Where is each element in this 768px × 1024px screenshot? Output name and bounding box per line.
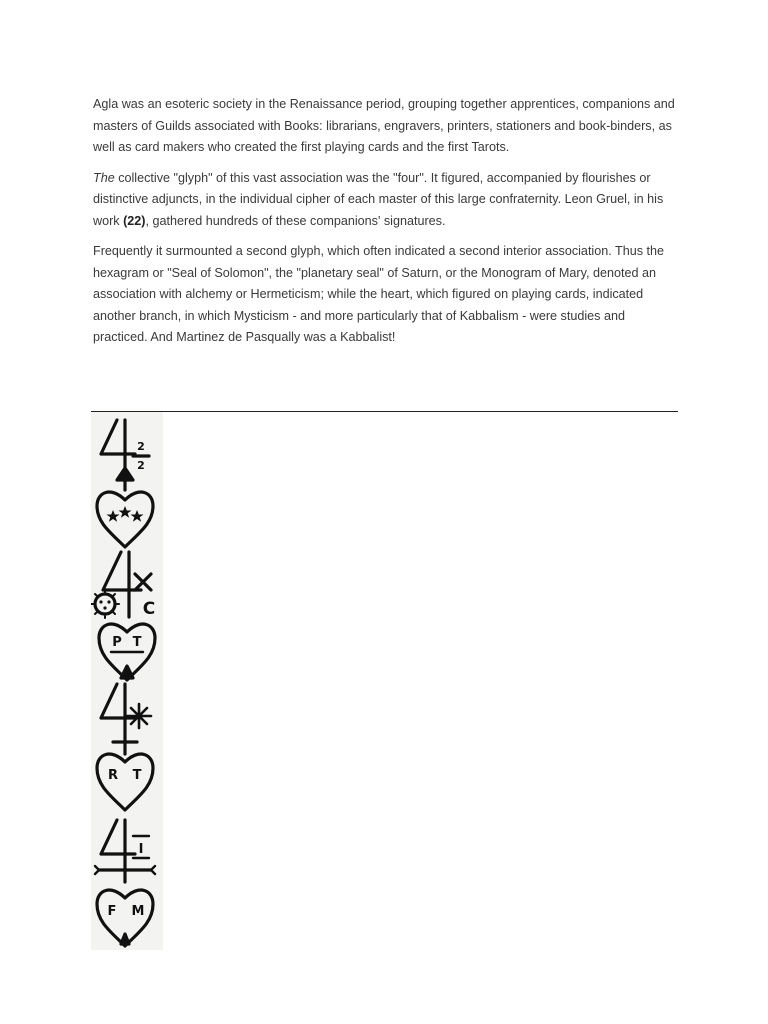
signature-4-initial-right: M: [131, 904, 145, 919]
signatures-drawing: [91, 412, 163, 950]
signature-2-initial-left: P: [112, 635, 122, 650]
cross-mark-icon: [135, 574, 151, 590]
companion-signatures-figure: [91, 412, 163, 950]
emphasis-the: The: [93, 170, 115, 185]
reference-number: (22): [123, 213, 146, 228]
signature-4-initial-left: F: [107, 904, 117, 919]
sun-icon: [95, 594, 115, 614]
four-sign-4: [101, 820, 135, 882]
paragraph-agla: Agla was an esoteric society in the Renaissance period, grouping together apprentices, companions and masters of Guilds associated with Books: librarians, engravers, printers, stationers and book-binders, as well as card makers who created the first playing cards and the first Tarots.: [93, 97, 675, 154]
heart-3-icon: [97, 754, 153, 810]
paragraph-glyph-four-text-b: , gathered hundreds of these companions' signatures.: [145, 213, 446, 228]
stars-icon: [107, 506, 144, 522]
signature-2-mark: C: [142, 599, 156, 619]
cross-pattee-icon: [127, 704, 151, 728]
fraction-denominator: 2: [137, 459, 145, 472]
four-sign-2: [103, 552, 141, 617]
fraction-numerator: 2: [137, 440, 145, 453]
article-body: [93, 94, 683, 358]
signature-3-initial-right: T: [132, 768, 142, 783]
signature-2-initial-right: T: [132, 635, 142, 650]
heart-1-icon: [97, 492, 153, 547]
signature-3-initial-left: R: [107, 768, 119, 783]
horizontal-divider: [91, 411, 678, 412]
paragraph-glyph-four-text-a: collective "glyph" of this vast association was the "four". It figured, accompanied by flourishes or distinctive adjuncts, in the individual cipher of each master of this large confraternity. Leon Gruel, in his work: [93, 170, 664, 228]
signature-4: [95, 820, 155, 946]
signature-3: [97, 684, 153, 810]
signature-4-mark: I: [138, 842, 144, 857]
triangle-icon: [117, 468, 133, 480]
paragraph-second-glyph: Frequently it surmounted a second glyph, which often indicated a second interior association. Thus the hexagram or "Seal of Solomon", the "planetary seal" of Saturn, or the Monogram of Mary, denoted an association with alchemy or Hermeticism; while the heart, which figured on playing cards, indicated another branch, in which Mysticism - and more particularly that of Kabbalism - were studies and practiced. And Martinez de Pasqually was a Kabbalist!: [93, 244, 665, 344]
paragraph-glyph-four: [93, 168, 683, 233]
